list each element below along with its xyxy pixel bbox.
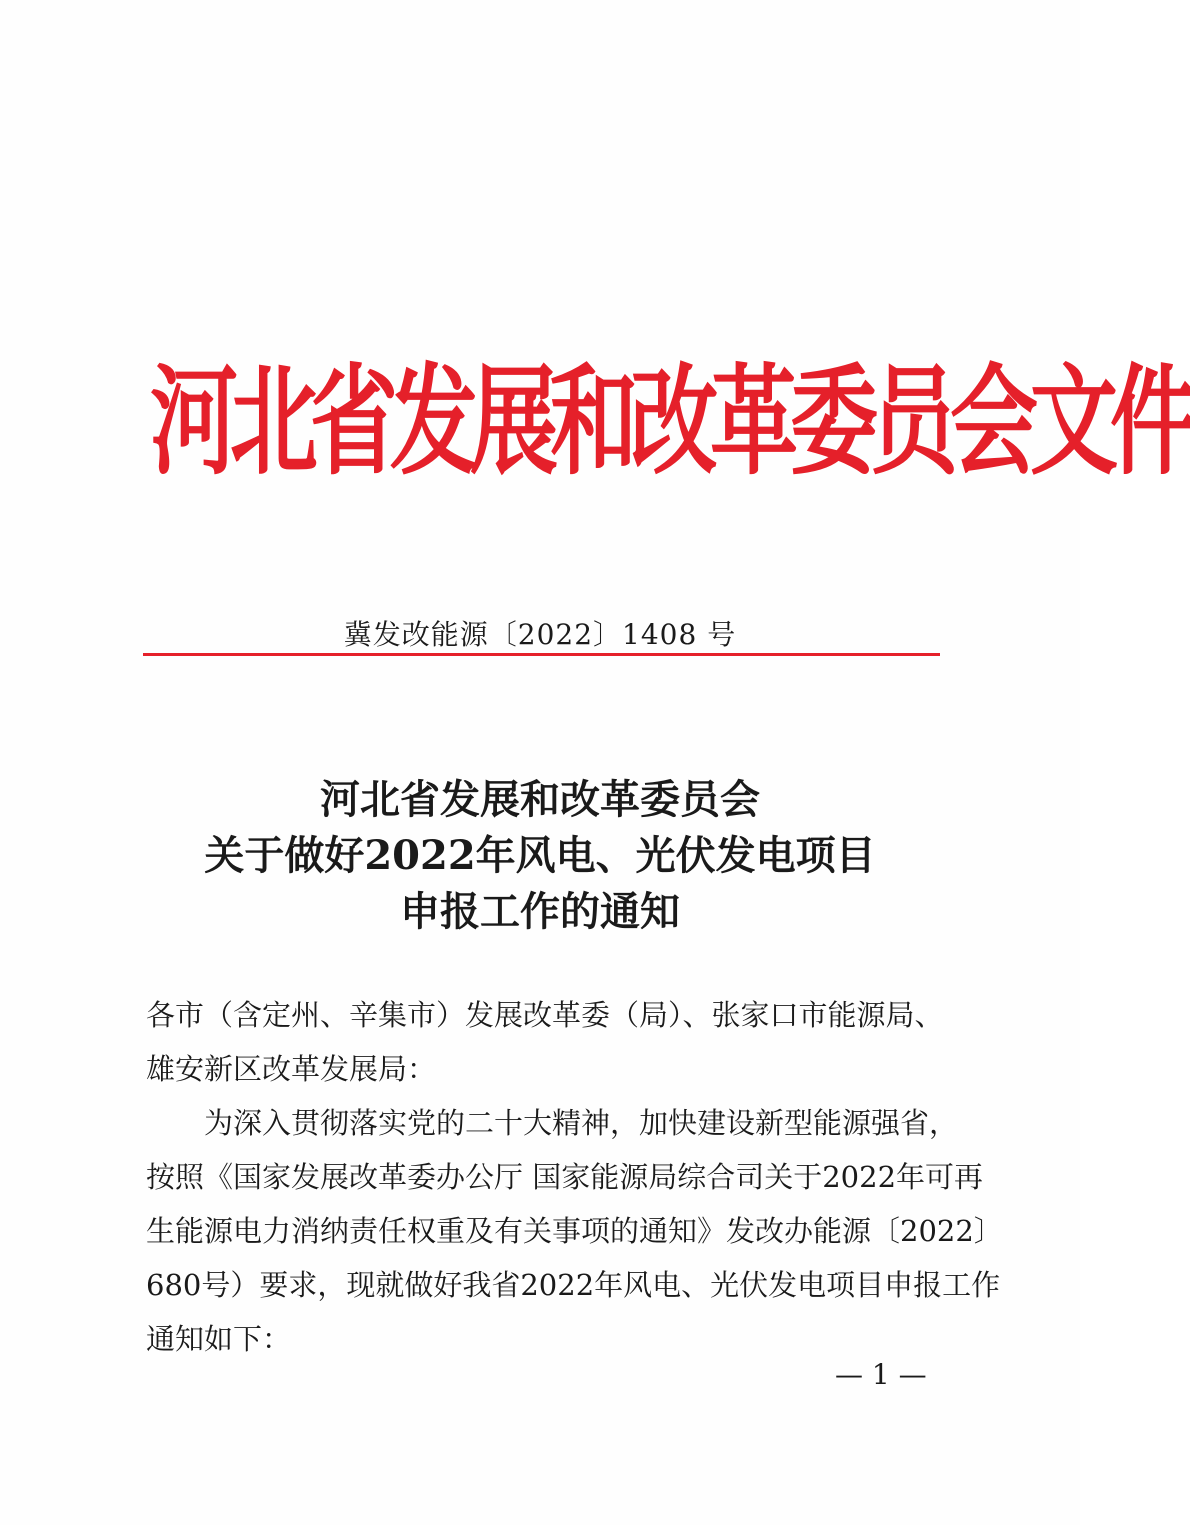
red-divider-line <box>143 653 940 656</box>
red-masthead <box>150 328 1190 517</box>
body-line-addressee-2: 雄安新区改革发展局： <box>146 1052 437 1086</box>
title-line-1: 河北省发展和改革委员会 <box>320 776 760 823</box>
document-number: 冀发改能源〔2022〕1408 号 <box>343 618 737 651</box>
title-line-3: 申报工作的通知 <box>400 888 680 935</box>
document-title <box>0 772 1080 940</box>
masthead-text: 河北省发展和改革委员会文件 <box>150 351 1190 491</box>
title-line-2: 关于做好2022年风电、光伏发电项目 <box>204 832 876 879</box>
body-line: 680号）要求，现就做好我省2022年风电、光伏发电项目申报工作 <box>146 1268 1001 1302</box>
body-line: 按照《国家发展改革委办公厅 国家能源局综合司关于2022年可再 <box>146 1160 984 1194</box>
body-line: 生能源电力消纳责任权重及有关事项的通知》发改办能源〔2022〕 <box>146 1214 1003 1248</box>
body-line: 通知如下： <box>146 1322 292 1356</box>
page-number: — 1 — <box>835 1358 927 1391</box>
body-line-paragraph-start: 为深入贯彻落实党的二十大精神，加快建设新型能源强省， <box>204 1106 959 1140</box>
body-line-addressee-1: 各市（含定州、辛集市）发展改革委（局）、张家口市能源局、 <box>146 998 944 1032</box>
document-body <box>146 988 1003 1366</box>
